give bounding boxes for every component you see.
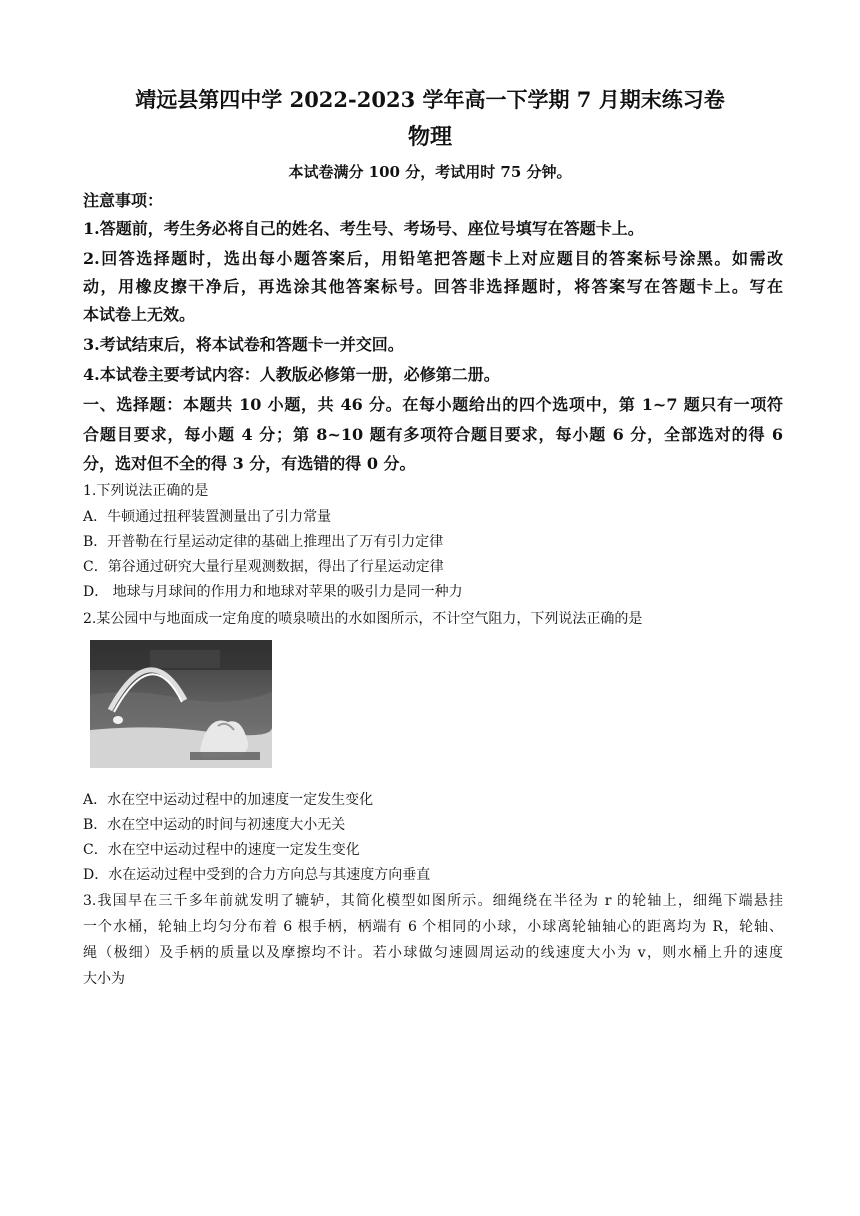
section-1-line-2: 合题目要求，每小题 4 分；第 8~10 题有多项符合题目要求，每小题 6 分，全部选对的得 6: [83, 425, 783, 444]
q3-line-4: 大小为: [83, 971, 125, 987]
q1-option-b: B．开普勒在行星运动定律的基础上推理出了万有引力定律: [83, 534, 444, 550]
note-item-1: 1.答题前，考生务必将自己的姓名、考生号、考场号、座位号填写在答题卡上。: [83, 219, 644, 238]
fountain-photo: [90, 640, 272, 768]
q1-option-a: A．牛顿通过扭秤装置测量出了引力常量: [83, 509, 332, 525]
section-1-line-3: 分，选对但不全的得 3 分，有选错的得 0 分。: [83, 454, 416, 473]
subject-title: 物理: [407, 124, 452, 150]
q2-option-b: B．水在空中运动的时间与初速度大小无关: [83, 817, 346, 833]
section-1-line-1: 一、选择题：本题共 10 小题，共 46 分。在每小题给出的四个选项中，第 1~7 题只有一项符: [83, 395, 783, 414]
q1-option-d: D． 地球与月球间的作用力和地球对苹果的吸引力是同一种力: [83, 584, 463, 600]
score-info: 本试卷满分 100 分，考试用时 75 分钟。: [288, 163, 572, 181]
note-item-3: 3.考试结束后，将本试卷和答题卡一并交回。: [83, 335, 404, 354]
q3-line-1: 3.我国早在三千多年前就发明了辘轳，其简化模型如图所示。细绳绕在半径为 r 的轮轴上，细绳下端悬挂: [83, 893, 783, 909]
exam-title: 靖远县第四中学 2022-2023 学年高一下学期 7 月期末练习卷: [135, 87, 725, 112]
note-item-2-line-3: 本试卷上无效。: [83, 305, 196, 324]
note-item-2-line-1: 2.回答选择题时，选出每小题答案后，用铅笔把答题卡上对应题目的答案标号涂黑。如需改: [83, 249, 783, 268]
q3-line-2: 一个水桶，轮轴上均匀分布着 6 根手柄，柄端有 6 个相同的小球，小球离轮轴轴心的距离均为 R，轮轴、: [83, 919, 783, 935]
note-item-4: 4.本试卷主要考试内容：人教版必修第一册，必修第二册。: [83, 365, 500, 384]
q1-option-c: C．第谷通过研究大量行星观测数据，得出了行星运动定律: [83, 559, 444, 575]
q2-option-c: C．水在空中运动过程中的速度一定发生变化: [83, 842, 360, 858]
q2-stem: 2.某公园中与地面成一定角度的喷泉喷出的水如图所示，不计空气阻力，下列说法正确的是: [83, 611, 643, 627]
note-item-2-line-2: 动，用橡皮擦干净后，再选涂其他答案标号。回答非选择题时，将答案写在答题卡上。写在: [83, 277, 783, 296]
q1-stem: 1.下列说法正确的是: [83, 483, 209, 499]
notes-heading: 注意事项：: [83, 191, 164, 210]
q3-line-3: 绳（极细）及手柄的质量以及摩擦均不计。若小球做匀速圆周运动的线速度大小为 v，则水桶上升的速度: [83, 945, 783, 961]
q2-option-a: A．水在空中运动过程中的加速度一定发生变化: [83, 792, 374, 808]
q2-option-d: D．水在运动过程中受到的合力方向总与其速度方向垂直: [83, 867, 431, 883]
